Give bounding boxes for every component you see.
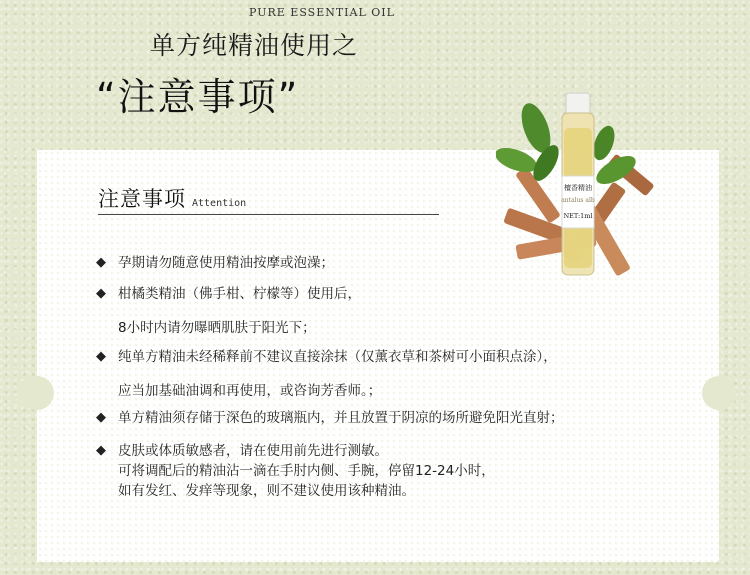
heading-underline — [98, 214, 439, 215]
note-line: 纯单方精油未经稀释前不建议直接涂抹（仅薰衣草和茶树可小面积点涂）， — [118, 349, 557, 365]
section-heading-en: Attention — [192, 198, 247, 209]
card-notch-right — [702, 376, 736, 410]
card-notch-left — [20, 376, 54, 410]
note-line: 8小时内请勿曝晒肌肤于阳光下； — [118, 320, 316, 336]
bottle-label-name: 檀香精油 — [564, 184, 592, 192]
note-item — [96, 255, 334, 271]
note-line: 可将调配后的精油沾一滴在手肘内侧、手腕，停留12-24小时， — [118, 463, 495, 479]
page-title: 单方纯精油使用之 — [150, 31, 359, 60]
note-item — [96, 286, 361, 336]
bottle-label-volume: NET:1ml — [563, 212, 593, 220]
page-big-title: “注意事项” — [96, 75, 300, 119]
note-line: 单方精油须存储于深色的玻璃瓶内，并且放置于阴凉的场所避免阳光直射； — [118, 410, 564, 426]
diamond-bullet-icon: ◆ — [96, 349, 106, 364]
note-item — [96, 443, 495, 499]
diamond-bullet-icon: ◆ — [96, 286, 106, 301]
diamond-bullet-icon: ◆ — [96, 443, 106, 458]
section-heading-cn: 注意事项 — [98, 187, 186, 211]
diamond-bullet-icon: ◆ — [96, 410, 106, 425]
note-line: 皮肤或体质敏感者，请在使用前先进行测敏。 — [118, 443, 388, 459]
sandalwood-oil-product-image — [496, 88, 656, 288]
note-line: 柑橘类精油（佛手柑、柠檬等）使用后， — [118, 286, 361, 302]
note-item — [96, 410, 564, 426]
diamond-bullet-icon: ◆ — [96, 255, 106, 270]
note-line: 如有发红、发痒等现象，则不建议使用该种精油。 — [118, 483, 415, 499]
note-line: 孕期请勿随意使用精油按摩或泡澡； — [118, 255, 334, 271]
bottle-label-latin: antalus alb — [561, 197, 595, 204]
note-line: 应当加基础油调和再使用，或咨询芳香师。； — [118, 383, 382, 399]
english-subtitle: PURE ESSENTIAL OIL — [249, 6, 395, 19]
note-item — [96, 349, 557, 399]
section-heading — [98, 183, 246, 213]
oil-bottle-icon — [561, 93, 595, 275]
